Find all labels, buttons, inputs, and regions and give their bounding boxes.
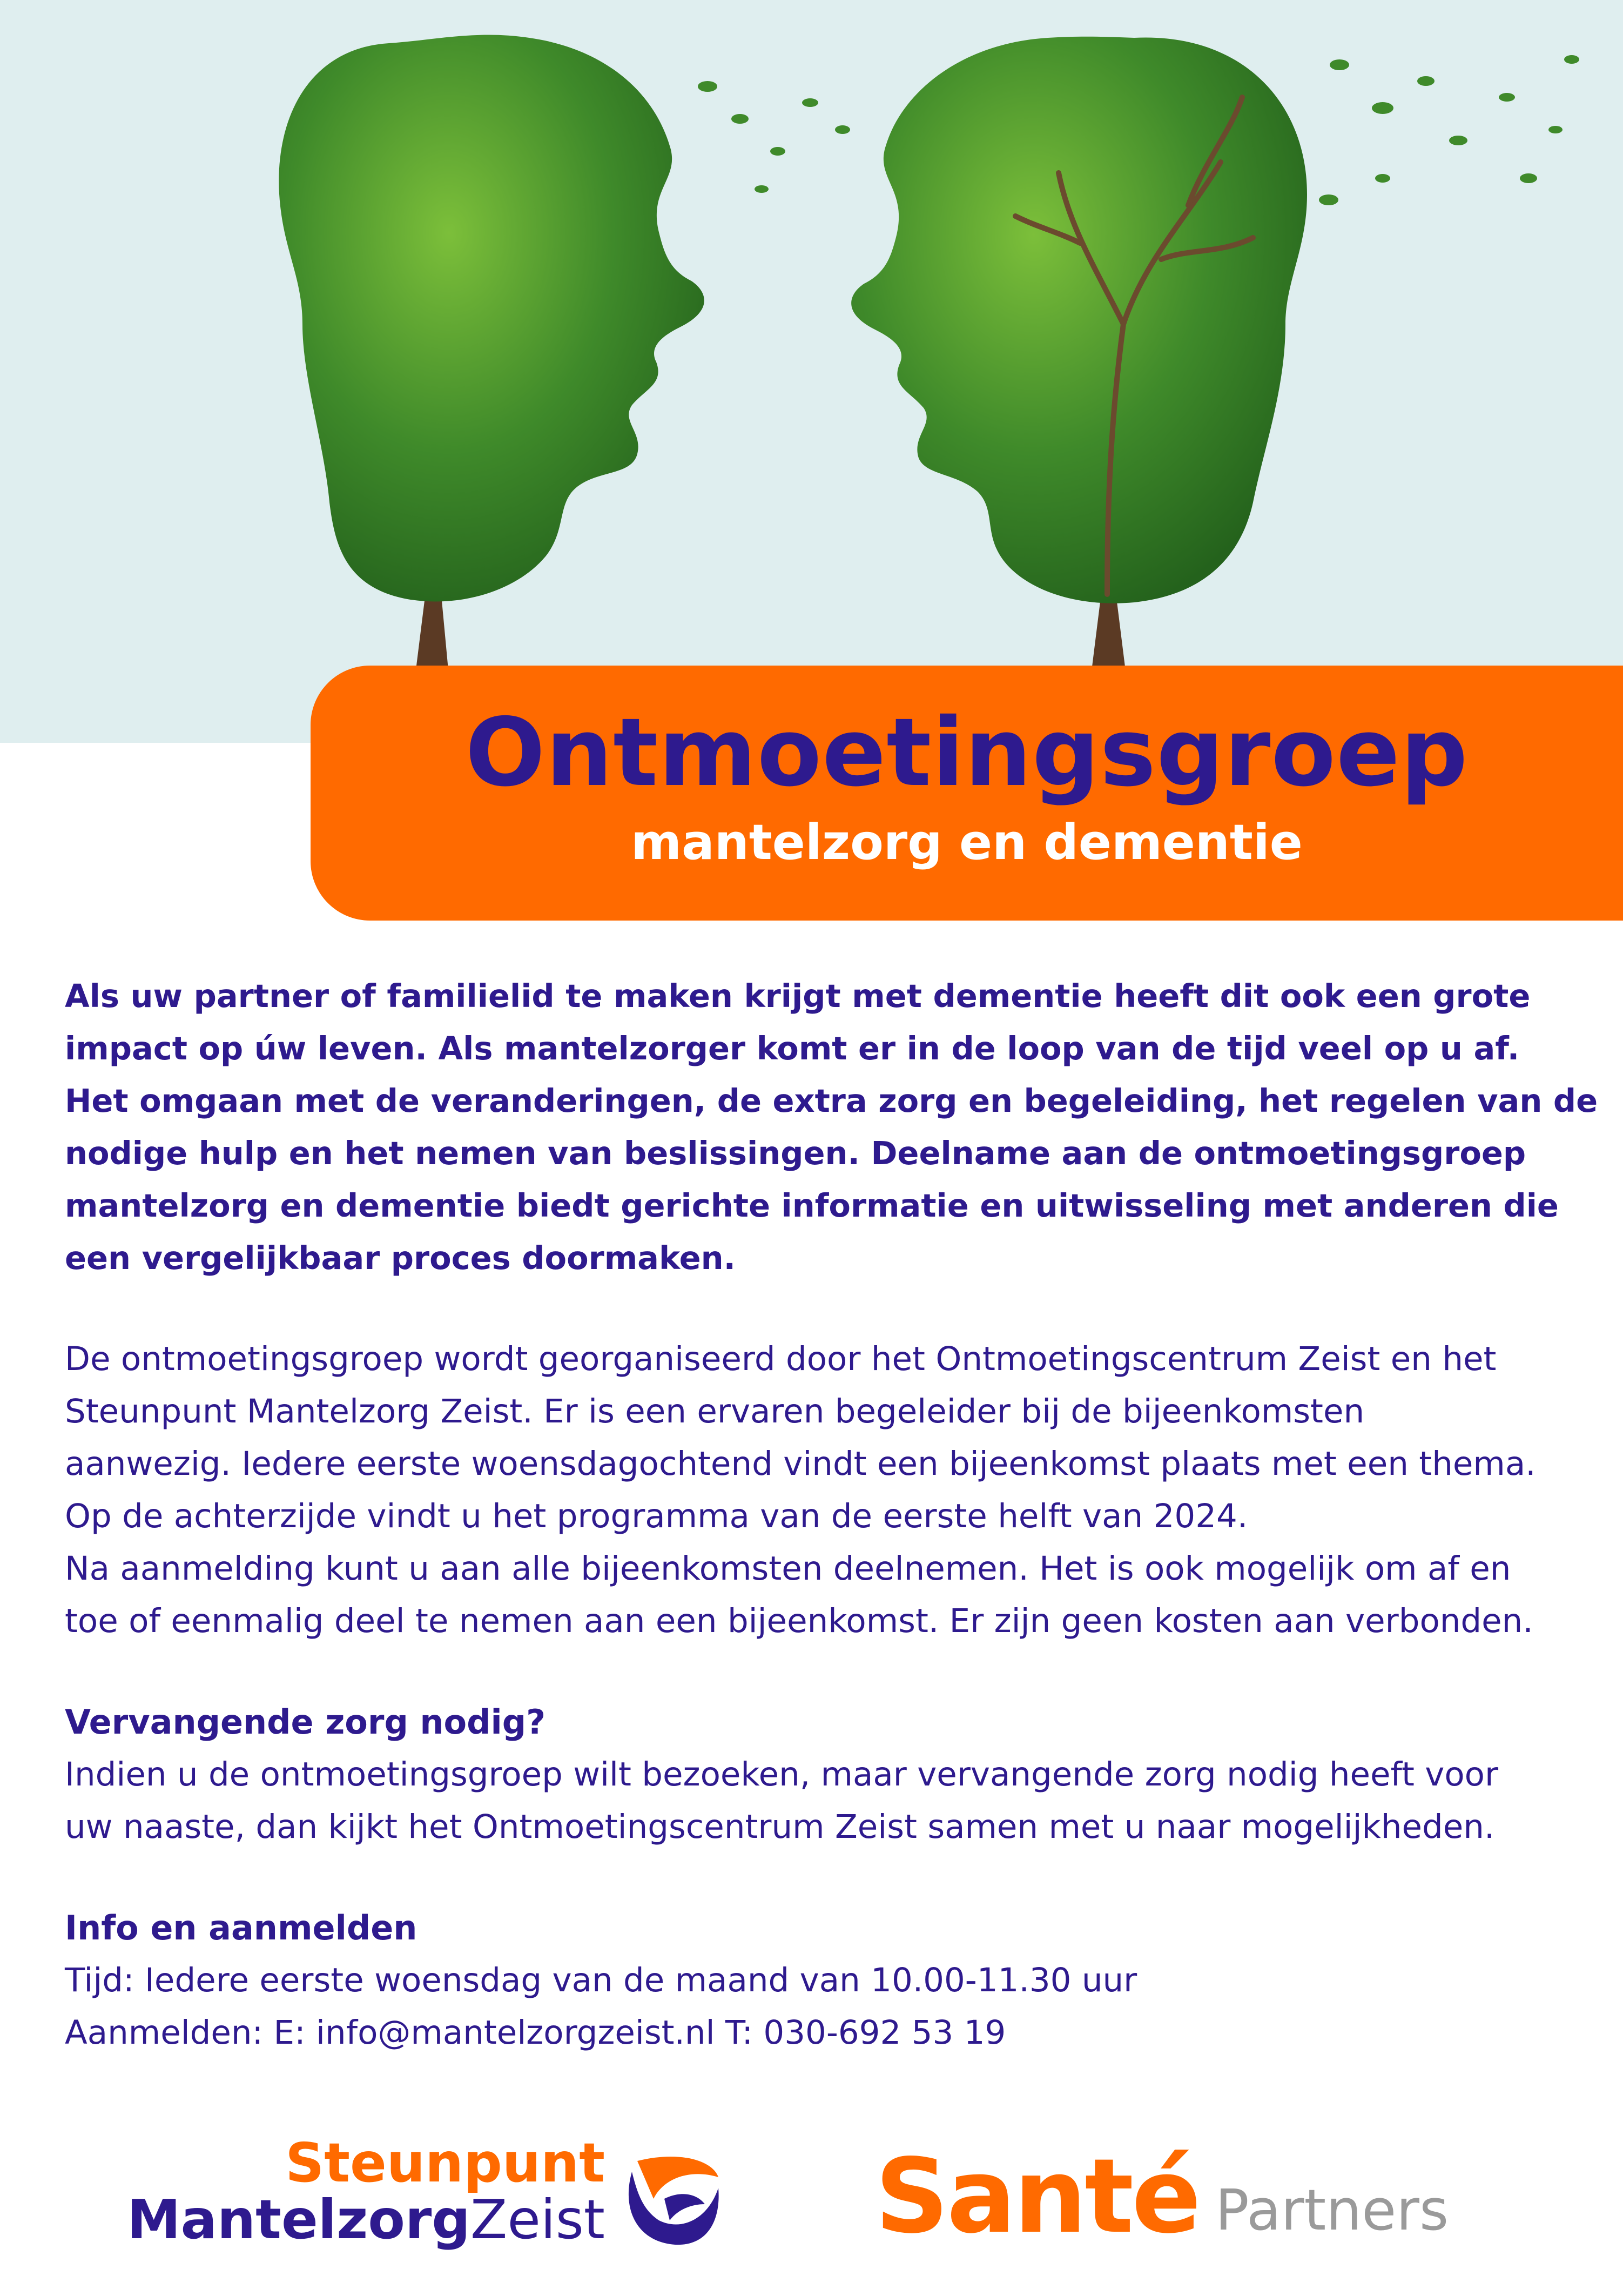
intro-paragraph: [65, 970, 1598, 1284]
intro-line: een vergelijkbaar proces doormaken.: [65, 1239, 736, 1277]
intro-line: mantelzorg en dementie biedt gerichte informatie en uitwisseling met anderen die: [65, 1187, 1559, 1224]
sante-logo-word: Santé: [875, 2137, 1200, 2256]
info-contact: Aanmelden: E: info@mantelzorgzeist.nl T: 030-692 53 19: [65, 2013, 1006, 2052]
sante-partners-logo: [875, 2131, 1496, 2261]
left-tree-head: [279, 35, 704, 602]
right-tree-head: [851, 37, 1307, 603]
info-section: [65, 1902, 1566, 2059]
steunpunt-logo-bold: Mantelzorg: [126, 2188, 470, 2251]
intro-line: impact op úw leven. Als mantelzorger komt er in de loop van de tijd veel op u af.: [65, 1030, 1520, 1067]
respite-line: uw naaste, dan kijkt het Ontmoetingscentrum Zeist samen met u naar mogelijkheden.: [65, 1808, 1495, 1846]
respite-heading: Vervangende zorg nodig?: [65, 1702, 546, 1742]
sante-logo-partners: Partners: [1215, 2177, 1449, 2243]
steunpunt-logo-line2: [127, 2188, 605, 2251]
info-time: Tijd: Iedere eerste woensdag van de maand van 10.00-11.30 uur: [65, 1961, 1137, 1999]
body-line: Na aanmelding kunt u aan alle bijeenkomsten deelnemen. Het is ook mogelijk om af en: [65, 1549, 1511, 1588]
intro-line: nodige hulp en het nemen van beslissingen. Deelname aan de ontmoetingsgroep: [65, 1134, 1526, 1172]
main-content: [65, 970, 1598, 2059]
body-paragraph: [65, 1333, 1566, 1647]
page-subtitle: mantelzorg en dementie: [631, 814, 1303, 871]
body-line: Op de achterzijde vindt u het programma van de eerste helft van 2024.: [65, 1497, 1248, 1535]
intro-line: Het omgaan met de veranderingen, de extra zorg en begeleiding, het regelen van de: [65, 1082, 1598, 1119]
page-title: Ontmoetingsgroep: [465, 698, 1469, 808]
steunpunt-logo: [126, 2131, 729, 2261]
intro-line: Als uw partner of familielid te maken krijgt met dementie heeft dit ook een grote: [65, 977, 1531, 1015]
info-heading: Info en aanmelden: [65, 1908, 417, 1948]
swoosh-logo-icon: [616, 2139, 729, 2253]
steunpunt-logo-regular: Zeist: [470, 2188, 605, 2251]
steunpunt-logo-line1: Steunpunt: [285, 2131, 605, 2194]
body-line: De ontmoetingsgroep wordt georganiseerd door het Ontmoetingscentrum Zeist en het: [65, 1340, 1497, 1378]
respite-section: [65, 1696, 1566, 1853]
body-line: aanwezig. Iedere eerste woensdagochtend vindt een bijeenkomst plaats met een thema.: [65, 1445, 1536, 1483]
body-line: toe of eenmalig deel te nemen aan een bijeenkomst. Er zijn geen kosten aan verbonden.: [65, 1602, 1533, 1640]
respite-line: Indien u de ontmoetingsgroep wilt bezoeken, maar vervangende zorg nodig heeft voor: [65, 1755, 1499, 1794]
title-banner: [311, 666, 1623, 921]
body-line: Steunpunt Mantelzorg Zeist. Er is een ervaren begeleider bij de bijeenkomsten: [65, 1392, 1365, 1431]
tree-heads-illustration: [0, 0, 1623, 743]
